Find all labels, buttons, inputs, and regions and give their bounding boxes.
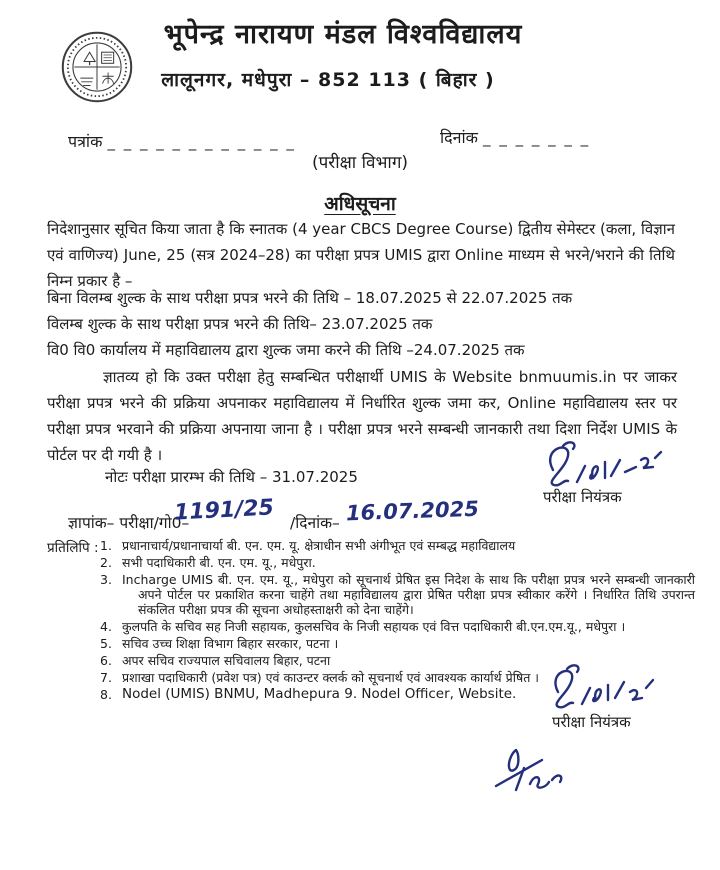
university-name: भूपेन्द्र नारायण मंडल विश्वविद्यालय [163,19,523,50]
copy-num: 2. [100,555,112,570]
notice-title: अधिसूचना [324,193,396,215]
copy-item-3 [100,572,695,617]
copy-text: प्रधानाचार्य/प्रधानाचार्या बी. एन. एम. यू. क्षेत्राधीन सभी अंगीभूत एवं सम्बद्ध महाविद्यालय [122,538,516,553]
copy-text: कुलपति के सचिव सह निजी सहायक, कुलसचिव के निजी सहायक एवं वित्त पदाधिकारी बी.एन.एम.यू., मधेपुरा । [122,619,626,634]
copy-item-2 [100,555,695,570]
copy-num: 3. [100,572,112,587]
copy-text: अपर सचिव राज्यपाल सचिवालय बिहार, पटना [122,653,331,668]
letter-no-label: पत्रांक [68,132,103,151]
copy-num: 5. [100,636,112,651]
copy-item-4 [100,619,695,634]
intro-paragraph: निदेशानुसार सूचित किया जाता है कि स्नातक (4 year CBCS Degree Course) द्वितीय सेमेस्टर (कला, विज्ञान एवं वाणिज्य) June, 25 (सत्र 2024–28) का परीक्षा प्रपत्र UMIS द्वारा Online माध्यम से भरने/भराने की तिथि निम्न प्रकार है – [47,220,675,290]
letter-number-row [68,130,296,152]
date-label: दिनांक [440,128,478,147]
copy-item-5 [100,636,695,651]
copy-text: Incharge UMIS बी. एन. एम. यू., मधेपुरा को सूचनार्थ प्रेषित इस निदेश के साथ कि परीक्षा प्रपत्र भरने सम्बन्धी जानकारी अपने पोर्टल पर प्रकाशित करना चाहेंगे तथा महाविद्यालय द्वारा प्रेषित परीक्षा प्रपत्र स्वीकार करेंगे । निर्धारित तिथि उपरान्त संकलित परीक्षा प्रपत्र की सूचना अधोहस्ताक्षरी को देना चाहेंगे। [122,572,695,617]
copies-label: प्रतिलिपि : [47,540,99,556]
copy-num: 6. [100,653,112,668]
memo-date-label: /दिनांक– [290,514,340,532]
copy-text: सभी पदाधिकारी बी. एन. एम. यू., मधेपुरा. [122,555,316,570]
copy-text: सचिव उच्च शिक्षा विभाग बिहार सरकार, पटना । [122,636,339,651]
schedule-line-3: वि0 वि0 कार्यालय में महाविद्यालय द्वारा शुल्क जमा करने की तिथि –24.07.2025 तक [47,341,525,359]
date-row [440,126,590,148]
copy-item-1 [100,538,695,553]
copy-num: 4. [100,619,112,634]
schedule-line-1: बिना विलम्ब शुल्क के साथ परीक्षा प्रपत्र भरने की तिथि – 18.07.2025 से 22.07.2025 तक [47,289,573,307]
controller-signature-bottom-icon [540,662,665,714]
body-paragraph: ज्ञातव्य हो कि उक्त परीक्षा हेतु सम्बन्धित परीक्षार्थी UMIS के Website bnmuumis.in पर जाकर परीक्षा प्रपत्र भरने की प्रक्रिया अपनाकर महाविद्यालय में निर्धारित शुल्क जमा कर, Online महाविद्यालय स्तर पर परीक्षा प्रपत्र भरवाने की प्रक्रिया अपनाया जाना है । परीक्षा प्रपत्र भरने सम्बन्धी जानकारी तथा दिशा निर्देश UMIS के पोर्टल पर दी गयी है । [47,368,677,464]
letter-no-blank: _ _ _ _ _ _ _ _ _ _ _ _ [107,133,296,151]
controller-signature-icon [533,438,668,493]
handwritten-initials-icon [482,742,577,807]
copy-num: 1. [100,538,112,553]
copy-num: 8. [100,687,112,702]
university-seal-icon [60,30,134,104]
copy-text: प्रशाखा पदाधिकारी (प्रवेश पत्र) एवं काउन्टर क्लर्क को सूचनार्थ एवं आवश्यक कार्यार्थ प्रेषित । [122,670,540,685]
department-line: (परीक्षा विभाग) [311,153,409,173]
date-blank: _ _ _ _ _ _ _ [483,129,591,147]
memo-label: ज्ञापांक– परीक्षा/गो0– [68,514,190,532]
copy-num: 7. [100,670,112,685]
university-address: लालूनगर, मधेपुरा – 852 113 ( बिहार ) [161,69,495,91]
memo-date-handwritten: 16.07.2025 [345,496,480,526]
schedule-line-2: विलम्ब शुल्क के साथ परीक्षा प्रपत्र भरने की तिथि– 23.07.2025 तक [47,315,433,333]
memo-number-handwritten: 1191/25 [173,495,275,526]
controller-title-bottom: परीक्षा नियंत्रक [552,713,631,731]
copy-text: Nodel (UMIS) BNMU, Madhepura 9. Nodel Officer, Website. [122,686,517,702]
controller-title-top: परीक्षा नियंत्रक [543,488,622,506]
note-line: नोटः परीक्षा प्रारम्भ की तिथि – 31.07.2025 [105,468,358,486]
